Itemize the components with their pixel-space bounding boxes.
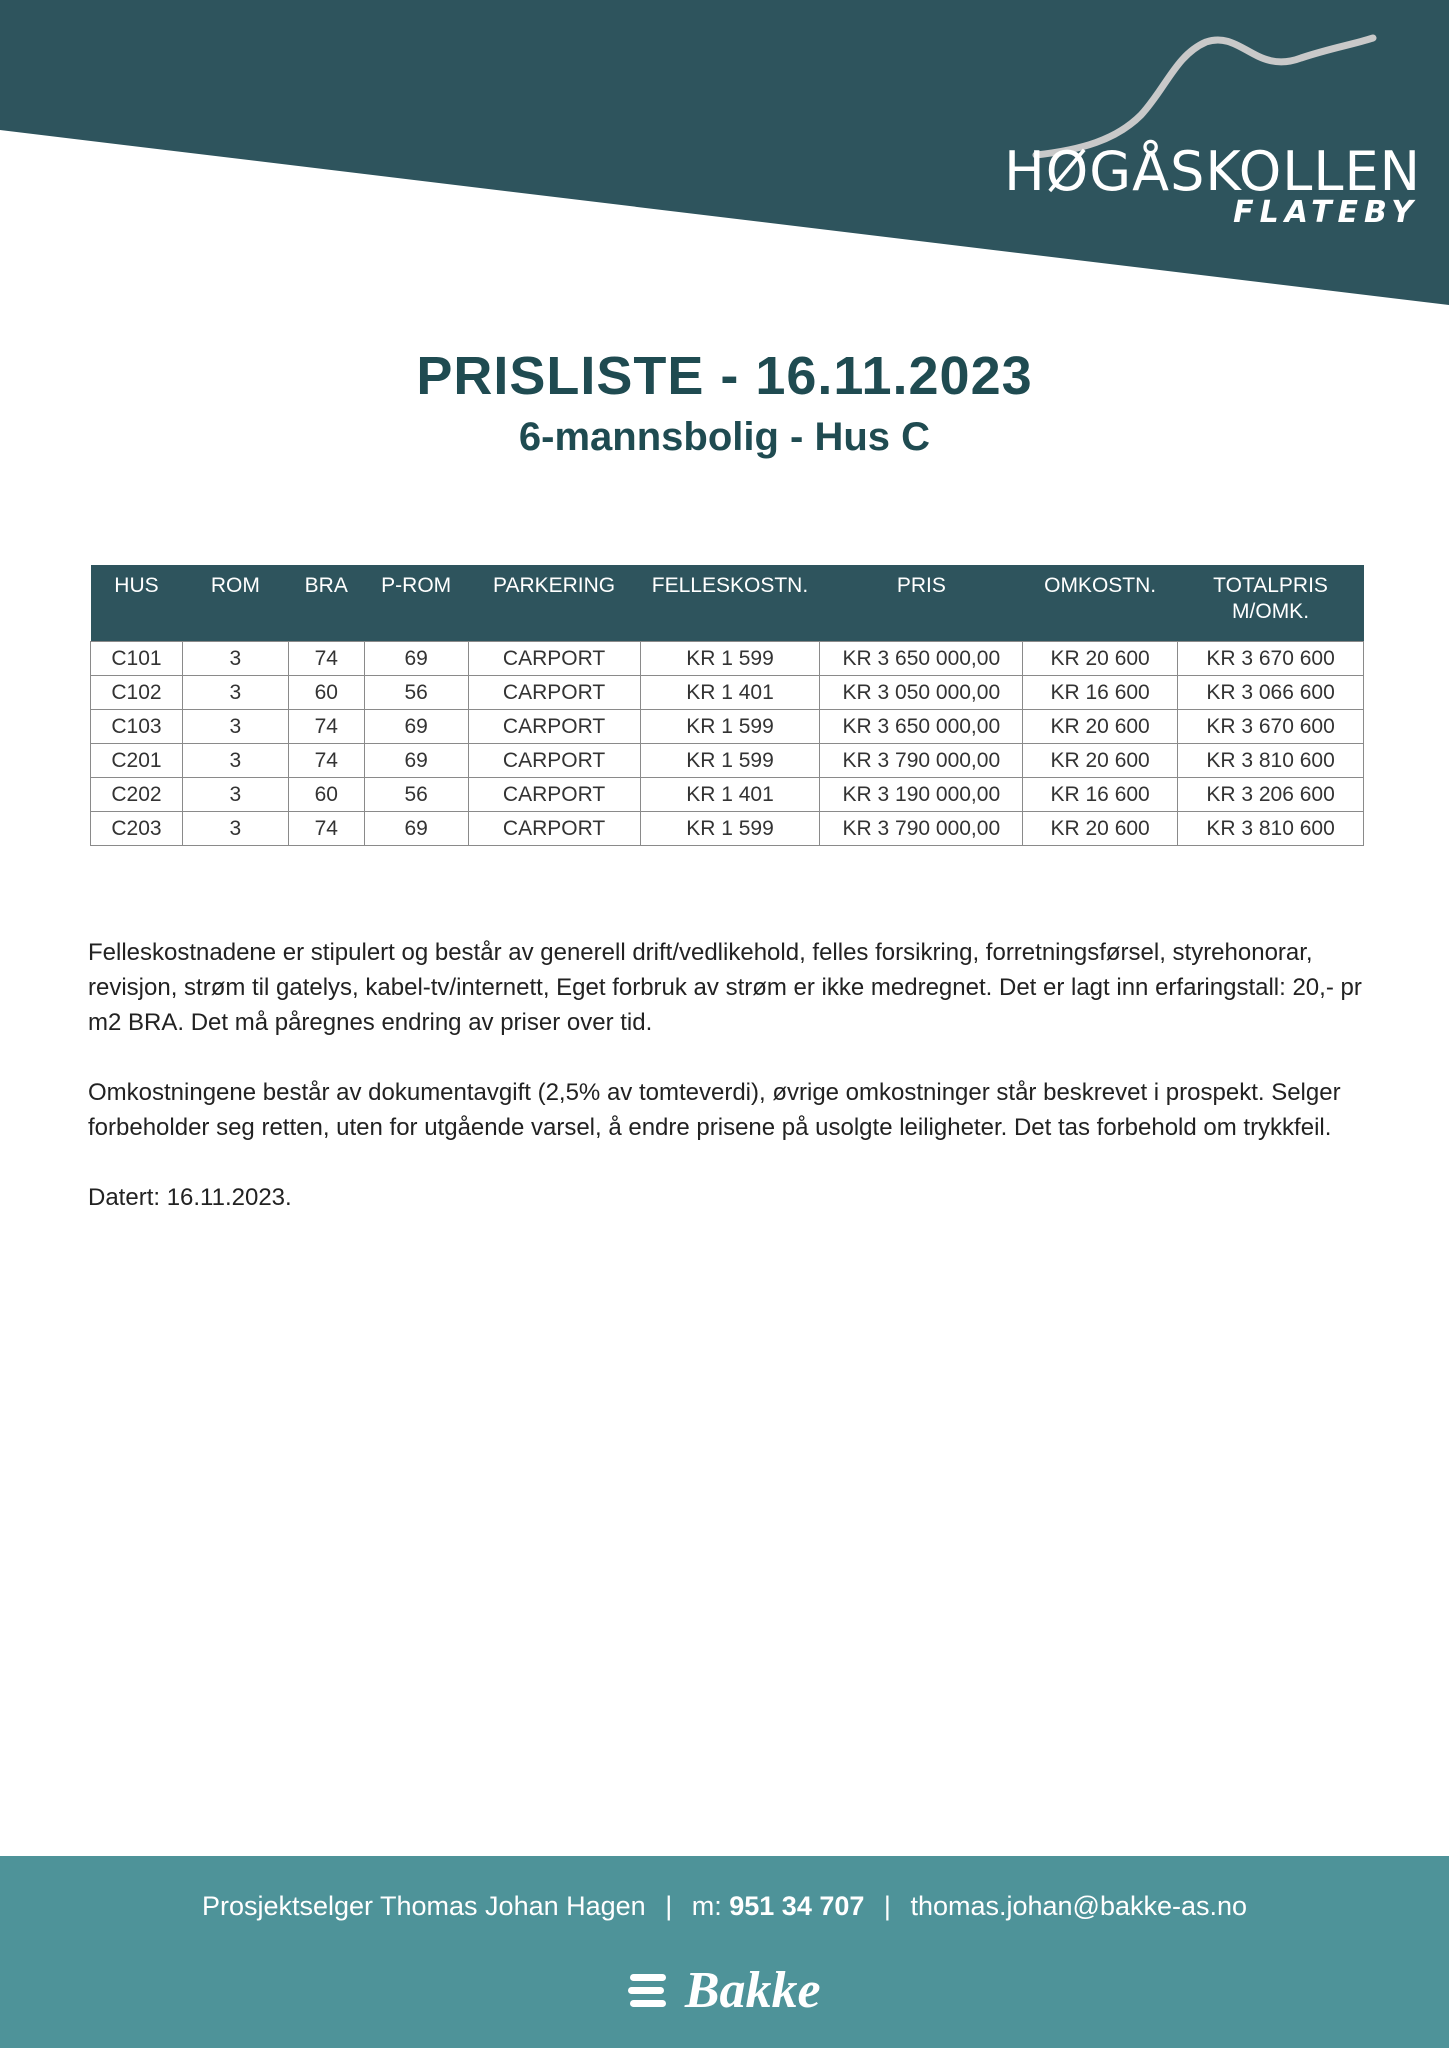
cell-bra: 60 (288, 676, 364, 710)
separator: | (665, 1891, 673, 1921)
cell-felleskostn: KR 1 401 (640, 778, 820, 812)
cell-bra: 74 (288, 642, 364, 676)
table-row (91, 710, 1364, 744)
cell-totalpris: KR 3 670 600 (1178, 642, 1364, 676)
cell-rom: 3 (182, 676, 288, 710)
col-header-felleskostn: FELLESKOSTN. (640, 565, 820, 642)
cell-hus: C202 (91, 778, 183, 812)
separator: | (883, 1891, 891, 1921)
cell-parkering: CARPORT (468, 676, 640, 710)
phone-label: m: (691, 1891, 722, 1921)
cell-totalpris: KR 3 670 600 (1178, 710, 1364, 744)
cell-omkostn: KR 20 600 (1023, 744, 1178, 778)
col-header-totalpris: TOTALPRIS M/OMK. (1178, 565, 1364, 642)
cell-bra: 74 (288, 812, 364, 846)
logo (1001, 30, 1421, 240)
cell-bra: 74 (288, 744, 364, 778)
cell-p-rom: 56 (364, 676, 468, 710)
cell-rom: 3 (182, 812, 288, 846)
cell-p-rom: 69 (364, 710, 468, 744)
cell-p-rom: 56 (364, 778, 468, 812)
cell-omkostn: KR 20 600 (1023, 710, 1178, 744)
notes (88, 935, 1378, 1250)
notes-felleskostnader: Felleskostnadene er stipulert og består av generell drift/vedlikehold, felles forsikring, forretningsførsel, styrehonorar, revisjon, strøm til gatelys, kabel-tv/internett, Eget forbruk av strøm er ikke medregnet. Det er lagt inn erfaringstall: 20,- pr m2 BRA. Det må påregnes endring av priser over tid. (88, 939, 1362, 1036)
col-header-parkering: PARKERING (468, 565, 640, 642)
col-header-rom: ROM (182, 565, 288, 642)
cell-omkostn: KR 16 600 (1023, 778, 1178, 812)
cell-felleskostn: KR 1 401 (640, 676, 820, 710)
table-header-row (91, 565, 1364, 642)
table-row (91, 778, 1364, 812)
col-header-omkostn: OMKOSTN. (1023, 565, 1178, 642)
price-table (90, 565, 1364, 846)
footer (0, 1856, 1449, 2048)
cell-omkostn: KR 20 600 (1023, 812, 1178, 846)
cell-totalpris: KR 3 810 600 (1178, 812, 1364, 846)
logo-sub: FLATEBY (1233, 195, 1419, 230)
cell-rom: 3 (182, 778, 288, 812)
bakke-logo-icon (628, 1972, 668, 2010)
cell-hus: C101 (91, 642, 183, 676)
brand-name: Bakke (684, 1962, 821, 2019)
cell-hus: C103 (91, 710, 183, 744)
cell-felleskostn: KR 1 599 (640, 710, 820, 744)
phone-number[interactable]: 951 34 707 (729, 1891, 865, 1921)
cell-felleskostn: KR 1 599 (640, 642, 820, 676)
cell-hus: C102 (91, 676, 183, 710)
table-row (91, 744, 1364, 778)
cell-parkering: CARPORT (468, 710, 640, 744)
title-block (0, 345, 1449, 460)
brand-logo (0, 1961, 1449, 2020)
cell-parkering: CARPORT (468, 744, 640, 778)
page-subtitle: 6-mannsbolig - Hus C (518, 415, 931, 459)
cell-pris: KR 3 050 000,00 (820, 676, 1023, 710)
cell-totalpris: KR 3 066 600 (1178, 676, 1364, 710)
table-row (91, 812, 1364, 846)
email-link[interactable]: thomas.johan@bakke-as.no (910, 1891, 1248, 1921)
cell-pris: KR 3 790 000,00 (820, 744, 1023, 778)
col-header-bra: BRA (288, 565, 364, 642)
cell-pris: KR 3 650 000,00 (820, 642, 1023, 676)
cell-rom: 3 (182, 642, 288, 676)
cell-parkering: CARPORT (468, 812, 640, 846)
cell-pris: KR 3 650 000,00 (820, 710, 1023, 744)
seller-name: Prosjektselger Thomas Johan Hagen (201, 1891, 646, 1921)
contact-line (0, 1891, 1449, 1922)
cell-parkering: CARPORT (468, 642, 640, 676)
cell-felleskostn: KR 1 599 (640, 744, 820, 778)
cell-totalpris: KR 3 810 600 (1178, 744, 1364, 778)
cell-p-rom: 69 (364, 744, 468, 778)
col-header-hus: HUS (91, 565, 183, 642)
cell-bra: 74 (288, 710, 364, 744)
cell-rom: 3 (182, 744, 288, 778)
cell-p-rom: 69 (364, 812, 468, 846)
cell-hus: C203 (91, 812, 183, 846)
cell-totalpris: KR 3 206 600 (1178, 778, 1364, 812)
cell-hus: C201 (91, 744, 183, 778)
logo-name: HØGÅSKOLLEN (1004, 140, 1421, 203)
cell-rom: 3 (182, 710, 288, 744)
cell-pris: KR 3 790 000,00 (820, 812, 1023, 846)
cell-felleskostn: KR 1 599 (640, 812, 820, 846)
col-header-pris: PRIS (820, 565, 1023, 642)
table-row (91, 642, 1364, 676)
col-header-p-rom: P-ROM (364, 565, 468, 642)
cell-bra: 60 (288, 778, 364, 812)
notes-omkostninger: Omkostningene består av dokumentavgift (2,5% av tomteverdi), øvrige omkostninger står beskrevet i prospekt. Selger forbeholder seg retten, uten for utgående varsel, å endre prisene på usolgte leiligheter. Det tas forbehold om trykkfeil. (88, 1079, 1341, 1141)
notes-dated: Datert: 16.11.2023. (88, 1184, 292, 1211)
cell-omkostn: KR 16 600 (1023, 676, 1178, 710)
cell-parkering: CARPORT (468, 778, 640, 812)
cell-p-rom: 69 (364, 642, 468, 676)
cell-pris: KR 3 190 000,00 (820, 778, 1023, 812)
cell-omkostn: KR 20 600 (1023, 642, 1178, 676)
table-row (91, 676, 1364, 710)
page-title: PRISLISTE - 16.11.2023 (416, 346, 1033, 406)
